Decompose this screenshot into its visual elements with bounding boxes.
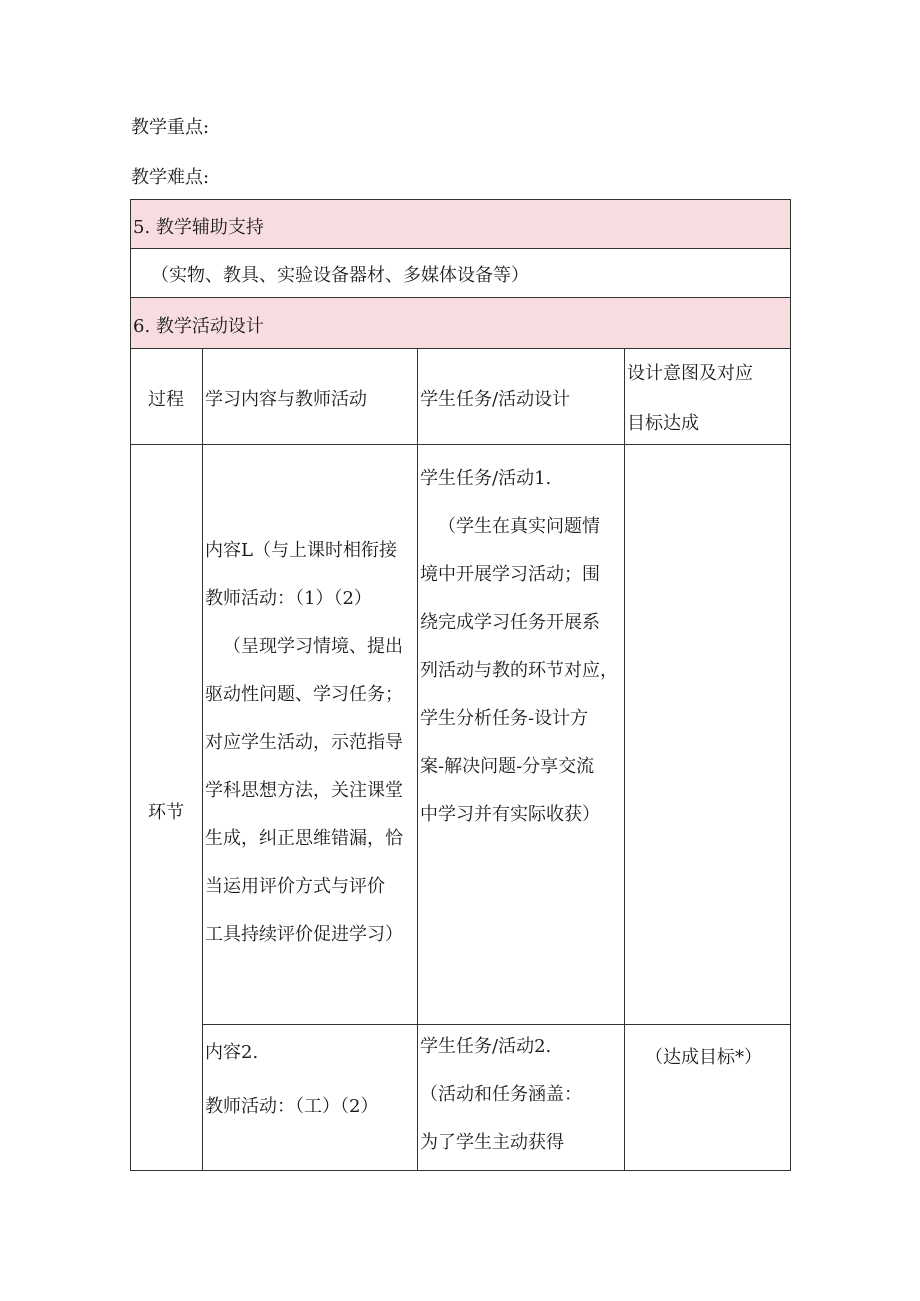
row1-content-line: 当运用评价方式与评价: [205, 876, 385, 897]
header-task: 学生任务/活动设计: [417, 348, 625, 445]
row1-task-line: 学生任务/活动1.: [420, 468, 552, 489]
header-intent: 设计意图及对应 目标达成: [624, 348, 791, 445]
section5-header: [130, 199, 791, 249]
row2-task-line: （活动和任务涵盖：: [420, 1084, 582, 1105]
row1-task-line: 境中开展学习活动；围: [420, 564, 600, 585]
row2-task-cell: [417, 1024, 625, 1171]
teaching-focus-label: 教学重点:: [131, 117, 210, 138]
section5-note: （实物、教具、实验设备器材、多媒体设备等）: [151, 265, 529, 286]
row2-content-cell: [202, 1024, 418, 1171]
header-process: 过程: [130, 348, 203, 445]
row1-content-line: 驱动性问题、学习任务；: [205, 684, 403, 705]
row2-content-line: 内容2.: [205, 1042, 259, 1063]
section5-note-row: [130, 248, 791, 298]
row1-task-line: 列活动与教的环节对应，: [420, 660, 618, 681]
row1-content-line: 对应学生活动，示范指导: [205, 732, 403, 753]
teaching-difficulty-label: 教学难点:: [131, 167, 210, 188]
section6-title: 6. 教学活动设计: [133, 316, 264, 337]
row1-content-line: 内容L（与上课时相衔接: [205, 540, 397, 561]
process-label: 环节: [148, 802, 184, 823]
row2-content-line: 教师活动：（工）（2）: [205, 1096, 379, 1117]
section6-header: [130, 297, 791, 349]
section5-title: 5. 教学辅助支持: [133, 217, 264, 238]
row1-content-line: （呈现学习情境、提出: [223, 636, 403, 657]
row1-intent-cell: [624, 444, 791, 1025]
row1-content-line: 工具持续评价促进学习）: [205, 924, 403, 945]
row1-task-line: 绕完成学习任务开展系: [420, 612, 600, 633]
row2-task-line: 学生任务/活动2.: [420, 1036, 552, 1057]
process-cell: [130, 444, 203, 1171]
row2-goal-cell: [624, 1024, 791, 1171]
row1-task-line: 案-解决问题-分享交流: [420, 756, 595, 777]
row1-task-line: 学生分析任务-设计方: [420, 708, 589, 729]
row2-goal: （达成目标*）: [645, 1047, 762, 1068]
row1-content-cell: [202, 444, 418, 1025]
row1-task-line: （学生在真实问题情: [438, 516, 600, 537]
row1-task-cell: [417, 444, 625, 1025]
row1-content-line: 教师活动：（1）（2）: [205, 588, 372, 609]
row1-content-line: 学科思想方法，关注课堂: [205, 780, 403, 801]
header-content: 学习内容与教师活动: [202, 348, 418, 445]
row1-task-line: 中学习并有实际收获）: [420, 804, 600, 825]
row2-task-line: 为了学生主动获得: [420, 1132, 564, 1153]
row1-content-line: 生成，纠正思维错漏，恰: [205, 828, 403, 849]
